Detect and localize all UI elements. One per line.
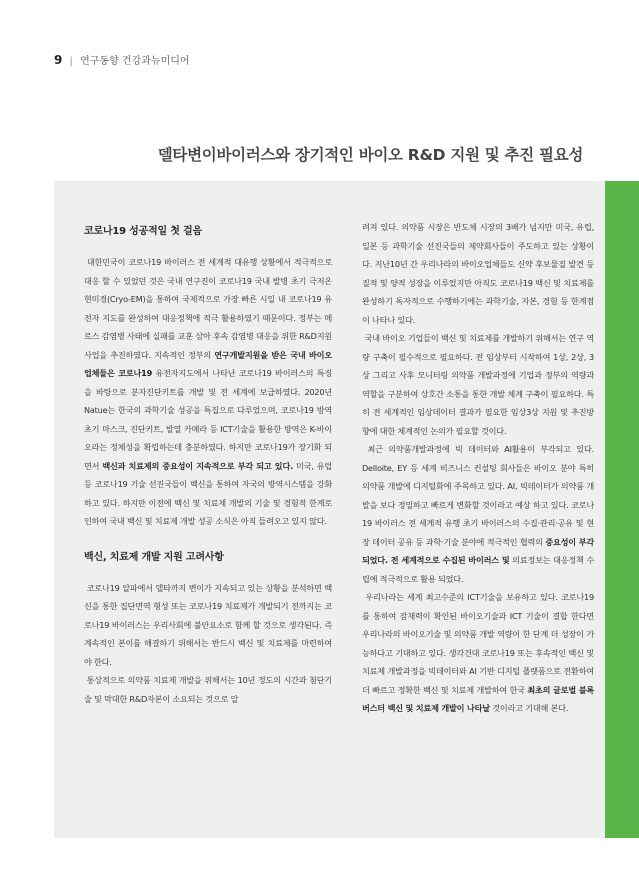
section-heading-2: 백신, 치료제 개발 지원 고려사항 xyxy=(84,551,224,563)
emphasis-text: 최초의 글로벌 블록버스터 백신 및 치료제 개발이 나타날 xyxy=(362,684,595,713)
emphasis-text: 백신과 치료제의 중요성이 지속적으로 부각 되고 있다. xyxy=(102,460,293,471)
accent-side-bar xyxy=(605,181,639,838)
paragraph: 우리나라는 세계 최고수준의 ICT기술을 보유하고 있다. 코로나19를 통하여 잠재력이 확인된 바이오기술과 ICT 기술이 결합 한다면 우리나라의 바이오기술 및 의약품 개발 역량이 한 단계 더 성장이 가능하다고 기대하고 있다. 생각건대 코로나19 또는 후속적인 백신 및 치료제 개발과정을 빅데이터와 AI 기반 디지털 플랫폼으로 전환하여 더 빠르고 정확한 백신 및 치료제 개발하여 한국 최초의 글로벌 블록버스터 백신 및 치료제 개발이 나타날 것이라고 기대해 본다. xyxy=(362,592,595,713)
emphasis-text: 연구개발지원을 받은 국내 바이오업체들은 코로나19 xyxy=(84,349,332,378)
paragraph: 려져 있다. 의약품 시장은 반도체 시장의 3배가 넘지만 미국, 유럽, 일본 등 과학기술 선진국들의 제약회사들이 주도하고 있는 상황이다. 지난10년 간 우리나라의 바이오업체들도 신약 후보물질 발견 등 질적 및 양적 성장을 이루었지만 아직도 코로나19 백신 및 치료제를 완성하기 독자적으로 수행하기에는 과학기술, 자본, 경험 등 한계점이 나타나 있다. xyxy=(362,222,594,325)
running-header xyxy=(54,52,190,67)
article-body-panel xyxy=(54,181,605,838)
paragraph: 통상적으로 의약품 치료제 개발을 위해서는 10년 정도의 시간과 첨단기술 및 막대한 R&D자본이 소요되는 것으로 알 xyxy=(84,675,332,704)
paragraph: 최근 의약품개발과정에 빅 데이터와 AI활용이 부각되고 있다. Delloite, EY 등 세계 비즈니스 컨설팅 회사들은 바이오 분야 특히 의약품 개발에 디지털화에 주목하고 있다. AI, 빅데이터가 의약품 개발을 보다 정밀하고 빠르게 변화할 것이라고 예상 하고 있다. 코로나19 바이러스 전 세계적 유행 초기 바이러스의 수집·관리·공유 및 현장 데이터 공유 등 과학·기술 분야에 적극적인 협력의 중요성이 부각되었다. 전 세계적으로 수집된 바이러스 및 의료정보는 대응정책 수립에 적극적으로 활용 되었다. xyxy=(362,444,594,584)
article-title: 델타변이바이러스와 장기적인 바이오 R&D 지원 및 추진 필요성 xyxy=(157,146,583,164)
header-separator: | xyxy=(69,56,73,67)
paragraph: 국내 바이오 기업들이 백신 및 치료제를 개발하기 위해서는 연구 역량 구축이 필수적으로 필요하다. 전 임상부터 시작하여 1상, 2상, 3상 그리고 사후 모니터링 의약품 개발과정에 기업과 정부의 역량과 역할을 구분하여 상호간 소통을 통한 개발 체계 구축이 필요하다. 특히 전 세계적인 임상데이터 결과가 필요한 임상3상 지원 및 추진방향에 대한 체계적인 논의가 필요할 것이다. xyxy=(362,333,594,436)
paragraph: 대한민국이 코로나19 바이러스 전 세계적 대유행 상황에서 적극적으로 대응 할 수 있었던 것은 국내 연구진이 코로나19 국내 발병 초기 극저온 현미경(Cryo-EM)을 통하여 국제적으로 가장 빠른 시일 내 코로나19 유전자 지도를 완성하여 대응정책에 적극 활용하였기 때문이다. 정부는 메르스 감염병 사태에 실패를 교훈 삼아 후속 감염병 대응을 위한 R&D지원 사업을 추진하였다. 지속적인 정부의 연구개발지원을 받은 국내 바이오업체들은 코로나19 유전자지도에서 나타난 코로나19 바이러스의 특징을 바탕으로 분자진단키트를 개발 및 전 세계에 보급하였다. 2020년 Natue는 한국의 과학기술 성공을 특집으로 다루었으며, 코로나19 방역초기 마스크, 진단키트, 발열 카메라 등 ICT기술을 활용한 방역은 K-바이오라는 정체성을 확립하는데 충분하였다. 하지만 코로나19가 장기화 되면서 백신과 치료제의 중요성이 지속적으로 부각 되고 있다. 미국, 유럽등 코로나19 기술 선진국들이 백신을 통하여 자국의 방역시스템을 강화하고 있다. 하지만 이전에 백신 및 치료제 개발의 기술 및 경험적 한계로 인하여 국내 백신 및 치료제 개발 성공 소식은 아직 들려오고 있지 않다. xyxy=(84,257,332,526)
paragraph: 코로나19 알파에서 델타까지 변이가 지속되고 있는 상황을 분석하면 백신을 통한 집단면역 형성 또는 코로나19 치료제가 개발되기 전까지는 코로나19 바이러스는 우리사회에 불안요소로 함께 할 것으로 생각된다. 즉 계속적인 본이를 해결하기 위해서는 반드시 백신 및 치료제를 마련하여야 한다. xyxy=(84,582,332,667)
section-name: 연구동향 건강과뉴미디어 xyxy=(80,56,190,67)
section-heading-1: 코로나19 성공적일 첫 걸음 xyxy=(84,226,202,237)
page-number: 9 xyxy=(54,53,63,67)
right-column xyxy=(362,218,594,718)
emphasis-text: 중요성이 부각되었다. 전 세계적으로 수집된 바이러스 및 xyxy=(362,536,594,565)
left-column xyxy=(84,223,332,708)
